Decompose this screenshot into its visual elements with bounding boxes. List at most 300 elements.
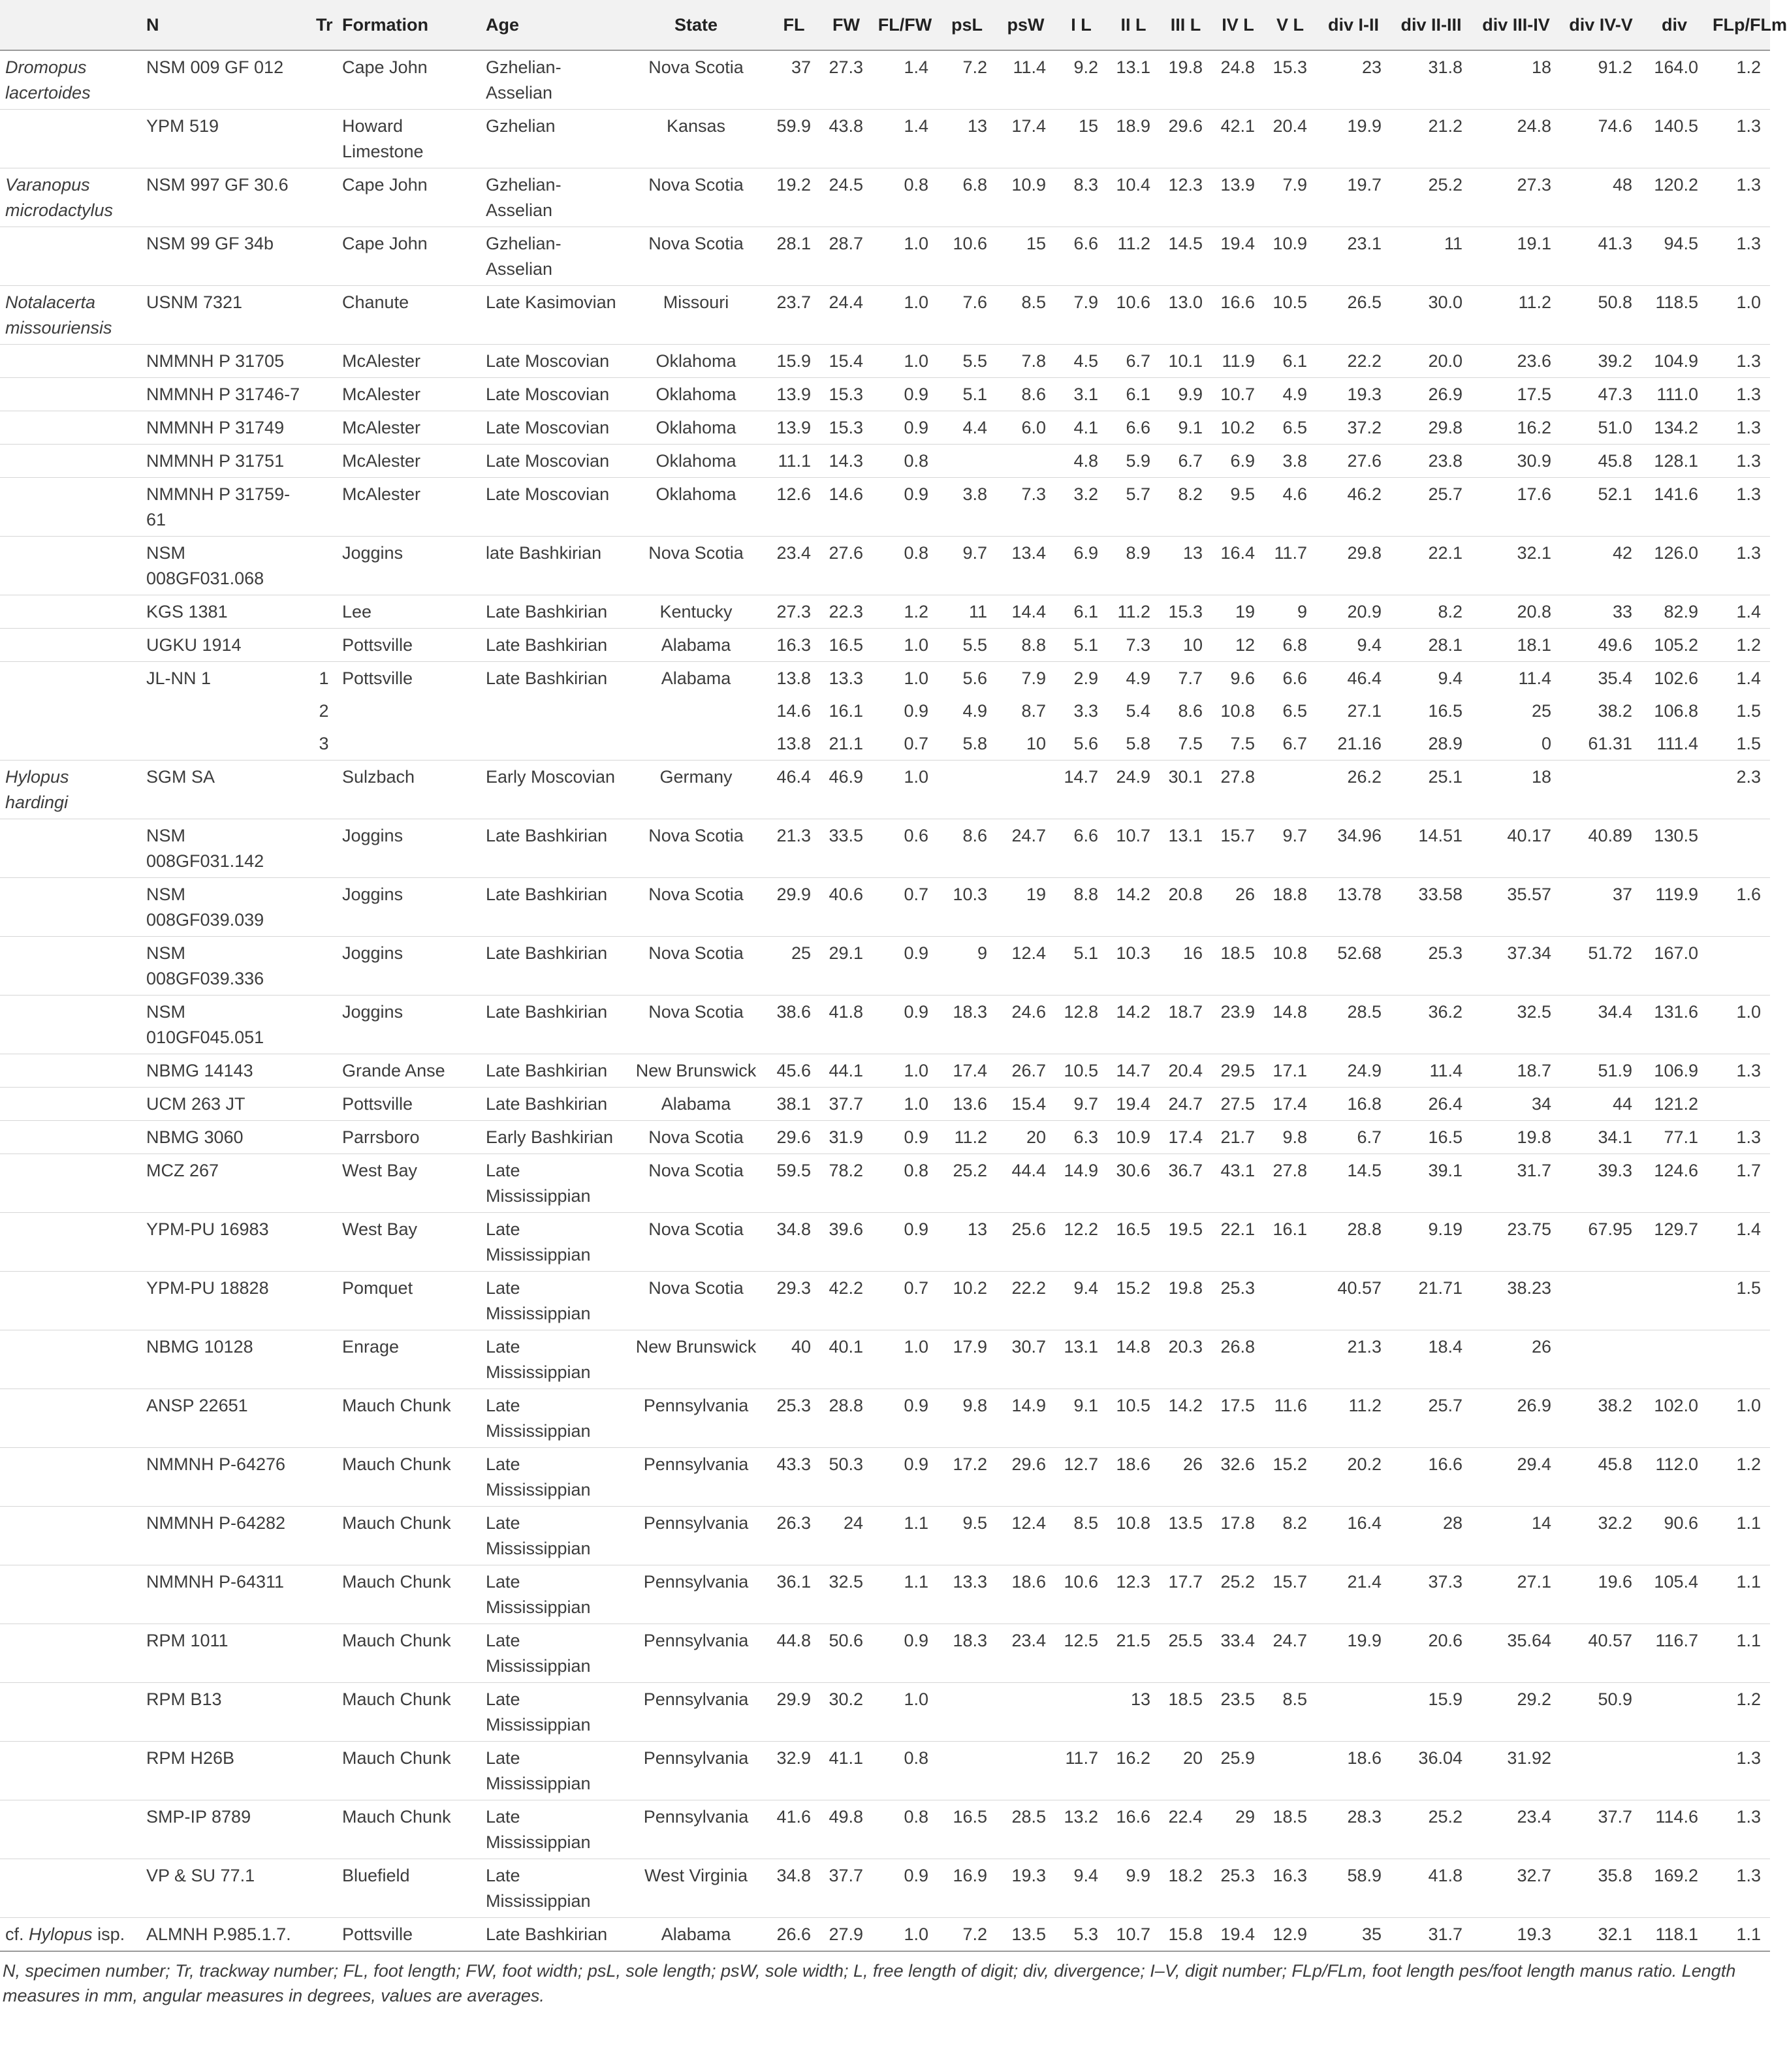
- table-row: [0, 345, 1770, 378]
- cell-trackway-number: [311, 1272, 337, 1330]
- cell-psw: 22.2: [1011, 1278, 1046, 1298]
- cell-trackway-number: [311, 378, 337, 411]
- cell-iii-l: 10: [1182, 635, 1203, 655]
- cell-age: Late Bashkirian: [486, 635, 608, 655]
- cell-taxon: [0, 1624, 141, 1683]
- cell-iv-l: 21.7: [1220, 1127, 1255, 1147]
- cell-flp-flm: 1.3: [1736, 418, 1761, 437]
- cell-div-iii-iv: 25: [1531, 701, 1551, 721]
- cell-taxon: [0, 695, 141, 727]
- cell-iii-l: 20.8: [1168, 885, 1203, 904]
- cell-formation: Mauch Chunk: [342, 1513, 451, 1533]
- cell-i-l: 4.1: [1073, 418, 1098, 437]
- cell-flp-flm: 1.6: [1736, 885, 1761, 904]
- cell-div-i-ii: 19.3: [1347, 385, 1382, 404]
- cell-psl: 3.8: [962, 484, 987, 504]
- cell-psl: 18.3: [953, 1002, 987, 1022]
- cell-formation: McAlester: [342, 418, 421, 437]
- cell-flp-flm: 1.4: [1736, 1219, 1761, 1239]
- cell-div: 106.9: [1654, 1061, 1698, 1080]
- cell-fl-fw: 0.8: [904, 451, 928, 471]
- cell-fl-fw: 1.0: [904, 1924, 928, 1944]
- cell-age: Late Moscovian: [486, 351, 610, 371]
- cell-i-l: 6.9: [1073, 543, 1098, 563]
- cell-flp-flm: 1.3: [1736, 175, 1761, 195]
- cell-fw: 15.4: [829, 351, 863, 371]
- cell-iii-l: 15.8: [1168, 1924, 1203, 1944]
- table-row: [0, 378, 1770, 411]
- cell-div-iii-iv: 23.75: [1507, 1219, 1551, 1239]
- cell-fl: 40: [791, 1337, 811, 1357]
- cell-div-ii-iii: 8.2: [1438, 602, 1463, 621]
- cell-div-iv-v: 37: [1612, 885, 1632, 904]
- cell-state: Missouri: [663, 292, 729, 312]
- cell-fw: 27.9: [829, 1924, 863, 1944]
- cell-ii-l: 18.9: [1116, 116, 1150, 136]
- cell-taxon: [0, 1565, 141, 1624]
- cell-div-ii-iii: 20.0: [1428, 351, 1463, 371]
- cell-div-ii-iii: 41.8: [1428, 1866, 1463, 1885]
- header-div-i-ii: div I-II: [1316, 0, 1391, 50]
- cell-trackway-number: [311, 445, 337, 478]
- cell-fl: 45.6: [776, 1061, 811, 1080]
- cell-flp-flm: 1.0: [1736, 1396, 1761, 1415]
- cell-iv-l: 9.6: [1230, 668, 1255, 688]
- cell-fl-fw: 0.9: [904, 943, 928, 963]
- cell-psl: 5.5: [962, 635, 987, 655]
- cell-trackway-number: [311, 286, 337, 345]
- cell-state: Pennsylvania: [643, 1748, 749, 1768]
- cell-formation: Mauch Chunk: [342, 1454, 451, 1474]
- cell-state: Alabama: [661, 668, 731, 688]
- cell-trackway-number: [311, 1330, 337, 1389]
- cell-i-l: 12.2: [1064, 1219, 1098, 1239]
- cell-fw: 78.2: [829, 1161, 863, 1180]
- cell-specimen-number: NSM 008GF039.336: [146, 943, 264, 988]
- cell-fl: 25.3: [776, 1396, 811, 1415]
- cell-fl: 16.3: [776, 635, 811, 655]
- cell-state: Nova Scotia: [648, 234, 744, 253]
- cell-div: 141.6: [1654, 484, 1698, 504]
- header-formation: Formation: [337, 0, 481, 50]
- cell-v-l: 12.9: [1273, 1924, 1307, 1944]
- cell-iv-l: 13.9: [1220, 175, 1255, 195]
- table-row: [0, 1154, 1770, 1213]
- cell-v-l: [1264, 1742, 1316, 1800]
- cell-div-iii-iv: 17.6: [1517, 484, 1551, 504]
- cell-ii-l: 13: [1130, 1689, 1150, 1709]
- cell-div-iii-iv: 11.4: [1518, 668, 1551, 688]
- cell-v-l: 11.6: [1274, 1396, 1307, 1415]
- cell-iii-l: 13.5: [1168, 1513, 1203, 1533]
- cell-psw: 12.4: [1011, 1513, 1046, 1533]
- cell-taxon: [0, 1154, 141, 1213]
- cell-fl: 23.7: [776, 292, 811, 312]
- cell-age: [481, 727, 624, 761]
- table-row: [0, 937, 1770, 996]
- cell-div-iv-v: 35.8: [1598, 1866, 1632, 1885]
- cell-psw: 11.4: [1013, 57, 1046, 77]
- cell-formation: Cape John: [342, 234, 428, 253]
- cell-psw: 8.6: [1021, 385, 1046, 404]
- cell-state: New Brunswick: [635, 1337, 757, 1357]
- cell-iii-l: 29.6: [1168, 116, 1203, 136]
- cell-formation: West Bay: [342, 1161, 418, 1180]
- cell-div-iii-iv: 19.8: [1517, 1127, 1551, 1147]
- cell-taxon: [0, 345, 141, 378]
- cell-div: 169.2: [1654, 1866, 1698, 1885]
- cell-formation: McAlester: [342, 451, 421, 471]
- cell-age: Late Mississippian: [486, 1689, 591, 1735]
- table-row: [0, 110, 1770, 168]
- cell-div: 118.5: [1655, 292, 1698, 312]
- cell-age: late Bashkirian: [486, 543, 602, 563]
- cell-v-l: 4.9: [1282, 385, 1307, 404]
- cell-fl: 19.2: [776, 175, 811, 195]
- cell-div-iii-iv: 14: [1531, 1513, 1551, 1533]
- cell-psw: 7.8: [1021, 351, 1046, 371]
- cell-div-i-ii: 28.3: [1347, 1807, 1382, 1827]
- cell-div-i-ii: 29.8: [1347, 543, 1382, 563]
- cell-ii-l: 15.2: [1116, 1278, 1150, 1298]
- cell-fl: 38.6: [776, 1002, 811, 1022]
- cell-iii-l: 16: [1182, 943, 1203, 963]
- taxon-prefix: cf.: [5, 1924, 29, 1944]
- cell-div-i-ii: 19.9: [1347, 1631, 1382, 1650]
- cell-div-i-ii: 23.1: [1347, 234, 1382, 253]
- cell-iii-l: 19.8: [1168, 57, 1203, 77]
- cell-v-l: [1264, 761, 1316, 819]
- table-row: [0, 537, 1770, 595]
- cell-iv-l: 25.2: [1220, 1572, 1255, 1592]
- cell-i-l: 13.1: [1064, 1337, 1098, 1357]
- cell-taxon: [0, 996, 141, 1054]
- cell-ii-l: 24.9: [1116, 767, 1150, 787]
- cell-v-l: 15.7: [1273, 1572, 1307, 1592]
- cell-iii-l: 14.5: [1168, 234, 1203, 253]
- cell-div-iv-v: 50.9: [1598, 1689, 1632, 1709]
- cell-i-l: 15: [1078, 116, 1098, 136]
- cell-v-l: 6.1: [1282, 351, 1307, 371]
- cell-div-iii-iv: 19.1: [1517, 234, 1551, 253]
- cell-state: [624, 695, 768, 727]
- cell-trackway-number: [311, 1389, 337, 1448]
- table-row: [0, 1565, 1770, 1624]
- cell-fl-fw: 1.4: [904, 116, 928, 136]
- cell-specimen-number: USNM 7321: [146, 292, 243, 312]
- header-fl-fw: FL/FW: [872, 0, 938, 50]
- cell-div-ii-iii: 11.4: [1429, 1061, 1463, 1080]
- cell-age: Late Bashkirian: [486, 1094, 608, 1114]
- cell-psl: [938, 1742, 996, 1800]
- cell-specimen-number: YPM-PU 18828: [146, 1278, 269, 1298]
- cell-div-ii-iii: 9.4: [1438, 668, 1463, 688]
- cell-flp-flm: 1.1: [1736, 1572, 1761, 1592]
- cell-ii-l: 11.2: [1117, 234, 1150, 253]
- cell-specimen-number: NSM 008GF031.142: [146, 826, 264, 871]
- cell-div-iii-iv: 18.7: [1517, 1061, 1551, 1080]
- cell-fl-fw: 1.0: [904, 635, 928, 655]
- cell-iv-l: 19: [1235, 602, 1255, 621]
- cell-div-iii-iv: 27.3: [1517, 175, 1551, 195]
- cell-fl-fw: 0.8: [904, 1807, 928, 1827]
- cell-taxon: [0, 1054, 141, 1088]
- cell-div-iv-v: 34.4: [1598, 1002, 1632, 1022]
- cell-v-l: 17.4: [1273, 1094, 1307, 1114]
- cell-taxon: [0, 937, 141, 996]
- cell-specimen-number: NSM 010GF045.051: [146, 1002, 264, 1047]
- cell-i-l: 5.6: [1073, 734, 1098, 753]
- cell-state: Pennsylvania: [643, 1572, 749, 1592]
- cell-flp-flm: 1.4: [1736, 668, 1761, 688]
- table-row: [0, 595, 1770, 629]
- cell-flp-flm: 1.3: [1736, 385, 1761, 404]
- cell-age: Late Bashkirian: [486, 885, 608, 904]
- cell-div-iii-iv: 32.5: [1517, 1002, 1551, 1022]
- cell-flp-flm: [1707, 937, 1770, 996]
- cell-flp-flm: 1.3: [1736, 116, 1761, 136]
- cell-psw: 10: [1026, 734, 1046, 753]
- cell-state: Oklahoma: [656, 451, 736, 471]
- cell-fl: 59.9: [776, 116, 811, 136]
- cell-psl: 5.6: [962, 668, 987, 688]
- cell-div-iv-v: 39.3: [1598, 1161, 1632, 1180]
- table-row: [0, 819, 1770, 878]
- header-div-ii-iii: div II-III: [1391, 0, 1472, 50]
- cell-div-iii-iv: 32.7: [1517, 1866, 1551, 1885]
- cell-state: West Virginia: [644, 1866, 748, 1885]
- cell-state: Oklahoma: [656, 484, 736, 504]
- cell-div-iv-v: 34.1: [1598, 1127, 1632, 1147]
- cell-flp-flm: 1.5: [1736, 734, 1761, 753]
- cell-taxon: [0, 1213, 141, 1272]
- cell-iii-l: 9.1: [1178, 418, 1203, 437]
- cell-state: Nova Scotia: [648, 885, 744, 904]
- cell-psl: 9.5: [962, 1513, 987, 1533]
- cell-div: 105.2: [1654, 635, 1698, 655]
- cell-iv-l: 17.5: [1220, 1396, 1255, 1415]
- cell-psl: 16.5: [953, 1807, 987, 1827]
- table-row: [0, 1742, 1770, 1800]
- cell-psl: 9: [977, 943, 987, 963]
- cell-iv-l: 7.5: [1230, 734, 1255, 753]
- table-row: [0, 1683, 1770, 1742]
- cell-div-ii-iii: 28: [1442, 1513, 1463, 1533]
- cell-div-iv-v: 47.3: [1598, 385, 1632, 404]
- cell-taxon: [0, 227, 141, 286]
- cell-div-ii-iii: 39.1: [1428, 1161, 1463, 1180]
- cell-ii-l: 9.9: [1126, 1866, 1150, 1885]
- cell-specimen-number: NMMNH P 31751: [146, 451, 285, 471]
- cell-taxon: [0, 1859, 141, 1918]
- cell-fl: 27.3: [776, 602, 811, 621]
- cell-iv-l: 9.5: [1230, 484, 1255, 504]
- cell-flp-flm: 1.3: [1736, 484, 1761, 504]
- cell-psl: 8.6: [962, 826, 987, 845]
- cell-div-iv-v: 52.1: [1598, 484, 1632, 504]
- cell-fl-fw: 1.0: [904, 234, 928, 253]
- cell-ii-l: 13.1: [1116, 57, 1150, 77]
- cell-i-l: 9.4: [1073, 1866, 1098, 1885]
- cell-psw: 44.4: [1011, 1161, 1046, 1180]
- table-row: [0, 1213, 1770, 1272]
- header-flp-flm: FLp/FLm: [1707, 0, 1770, 50]
- cell-iv-l: 25.3: [1220, 1866, 1255, 1885]
- cell-div: [1641, 1330, 1707, 1389]
- cell-div-i-ii: 40.57: [1337, 1278, 1382, 1298]
- cell-trackway-number: [311, 1800, 337, 1859]
- cell-formation: Parrsboro: [342, 1127, 420, 1147]
- cell-specimen-number: NMMNH P 31705: [146, 351, 285, 371]
- cell-flp-flm: 1.1: [1736, 1924, 1761, 1944]
- cell-psw: 15.4: [1011, 1094, 1046, 1114]
- cell-psw: 8.8: [1021, 635, 1046, 655]
- cell-fl-fw: 1.1: [904, 1572, 928, 1592]
- cell-iii-l: 7.7: [1178, 668, 1203, 688]
- table-header: [0, 0, 1787, 50]
- cell-fw: 29.1: [829, 943, 863, 963]
- cell-ii-l: 10.5: [1116, 1396, 1150, 1415]
- cell-age: Late Moscovian: [486, 418, 610, 437]
- cell-div-iv-v: 74.6: [1598, 116, 1632, 136]
- cell-state: Oklahoma: [656, 385, 736, 404]
- cell-div-ii-iii: 22.1: [1428, 543, 1463, 563]
- cell-div-ii-iii: 30.0: [1428, 292, 1463, 312]
- cell-taxon: [0, 50, 141, 110]
- cell-ii-l: 10.3: [1116, 943, 1150, 963]
- cell-div: 131.6: [1654, 1002, 1698, 1022]
- cell-psw: 29.6: [1011, 1454, 1046, 1474]
- cell-i-l: 10.6: [1064, 1572, 1098, 1592]
- cell-i-l: 9.7: [1073, 1094, 1098, 1114]
- cell-fw: 30.2: [829, 1689, 863, 1709]
- cell-formation: McAlester: [342, 351, 421, 371]
- cell-specimen-number: NBMG 14143: [146, 1061, 253, 1080]
- cell-formation: Mauch Chunk: [342, 1689, 451, 1709]
- cell-v-l: [1264, 1330, 1316, 1389]
- cell-state: Nova Scotia: [648, 1278, 744, 1298]
- cell-psl: 5.1: [962, 385, 987, 404]
- cell-formation: Joggins: [342, 1002, 403, 1022]
- cell-age: Late Bashkirian: [486, 1002, 608, 1022]
- cell-formation: Enrage: [342, 1337, 400, 1357]
- cell-iii-l: 17.7: [1168, 1572, 1203, 1592]
- cell-formation: Pottsville: [342, 668, 413, 688]
- cell-v-l: 6.5: [1282, 701, 1307, 721]
- cell-age: Gzhelian-Asselian: [486, 234, 561, 279]
- cell-iii-l: 14.2: [1168, 1396, 1203, 1415]
- cell-div-iii-iv: 34: [1531, 1094, 1551, 1114]
- cell-iv-l: 26: [1235, 885, 1255, 904]
- cell-i-l: 3.3: [1073, 701, 1098, 721]
- cell-age: Late Bashkirian: [486, 1924, 608, 1944]
- cell-div: 120.2: [1654, 175, 1698, 195]
- cell-div-iv-v: 35.4: [1598, 668, 1632, 688]
- cell-trackway-number: [311, 537, 337, 595]
- cell-taxon: [0, 1330, 141, 1389]
- cell-i-l: 2.9: [1073, 668, 1098, 688]
- cell-fl-fw: 0.9: [904, 701, 928, 721]
- cell-flp-flm: 1.3: [1736, 1061, 1761, 1080]
- table-row: [0, 1330, 1770, 1389]
- cell-psl: 17.9: [953, 1337, 987, 1357]
- cell-div: 114.6: [1655, 1807, 1698, 1827]
- cell-fw: 16.5: [829, 635, 863, 655]
- cell-v-l: 14.8: [1273, 1002, 1307, 1022]
- cell-taxon: [0, 595, 141, 629]
- cell-div: 118.1: [1655, 1924, 1698, 1944]
- cell-div-ii-iii: 14.51: [1418, 826, 1463, 845]
- cell-iii-l: 18.5: [1168, 1689, 1203, 1709]
- cell-psl: 6.8: [962, 175, 987, 195]
- cell-psl: 5.5: [962, 351, 987, 371]
- cell-iv-l: 17.8: [1220, 1513, 1255, 1533]
- cell-iv-l: 29.5: [1220, 1061, 1255, 1080]
- cell-state: New Brunswick: [635, 1061, 757, 1080]
- cell-iii-l: 20.3: [1168, 1337, 1203, 1357]
- cell-div-ii-iii: 25.3: [1428, 943, 1463, 963]
- cell-ii-l: 10.7: [1116, 1924, 1150, 1944]
- cell-iii-l: 18.2: [1168, 1866, 1203, 1885]
- cell-i-l: 4.5: [1073, 351, 1098, 371]
- table-row: [0, 1272, 1770, 1330]
- cell-ii-l: 14.2: [1116, 1002, 1150, 1022]
- cell-fl-fw: 1.0: [904, 1061, 928, 1080]
- cell-div-iii-iv: 32.1: [1517, 543, 1551, 563]
- cell-fw: 41.8: [829, 1002, 863, 1022]
- cell-fl: 25: [791, 943, 811, 963]
- cell-state: Nova Scotia: [648, 1161, 744, 1180]
- cell-div: [1641, 761, 1707, 819]
- cell-ii-l: 30.6: [1116, 1161, 1150, 1180]
- cell-age: Late Mississippian: [486, 1396, 591, 1441]
- cell-div-i-ii: 37.2: [1347, 418, 1382, 437]
- cell-psw: 24.7: [1011, 826, 1046, 845]
- cell-psl: 4.4: [962, 418, 987, 437]
- cell-formation: Lee: [342, 602, 372, 621]
- cell-taxon: [0, 1918, 141, 1952]
- cell-formation: Mauch Chunk: [342, 1807, 451, 1827]
- header-div-iv-v: div IV-V: [1560, 0, 1641, 50]
- cell-div-iii-iv: 17.5: [1517, 385, 1551, 404]
- cell-iii-l: 8.2: [1178, 484, 1203, 504]
- cell-div-i-ii: 22.2: [1347, 351, 1382, 371]
- cell-formation: Mauch Chunk: [342, 1631, 451, 1650]
- header-i-l: I L: [1055, 0, 1107, 50]
- header-trackway-number: Tr: [311, 0, 337, 50]
- cell-state: Nova Scotia: [648, 57, 744, 77]
- cell-v-l: 16.1: [1273, 1219, 1307, 1239]
- cell-div-iv-v: 50.8: [1598, 292, 1632, 312]
- cell-taxon: [0, 411, 141, 445]
- cell-i-l: 3.2: [1073, 484, 1098, 504]
- cell-trackway-number: [311, 595, 337, 629]
- cell-fl-fw: 0.9: [904, 1002, 928, 1022]
- cell-i-l: 8.3: [1073, 175, 1098, 195]
- cell-trackway-number: 3: [319, 734, 329, 753]
- header-psw: psW: [996, 0, 1055, 50]
- cell-iv-l: 11.9: [1222, 351, 1255, 371]
- cell-iii-l: 26: [1182, 1454, 1203, 1474]
- cell-div-ii-iii: 25.7: [1428, 1396, 1463, 1415]
- cell-trackway-number: [311, 411, 337, 445]
- cell-iii-l: 8.6: [1178, 701, 1203, 721]
- cell-psl: 18.3: [953, 1631, 987, 1650]
- cell-state: Alabama: [661, 635, 731, 655]
- cell-age: Early Bashkirian: [486, 1127, 614, 1147]
- cell-fw: 50.3: [829, 1454, 863, 1474]
- table-row: [0, 996, 1770, 1054]
